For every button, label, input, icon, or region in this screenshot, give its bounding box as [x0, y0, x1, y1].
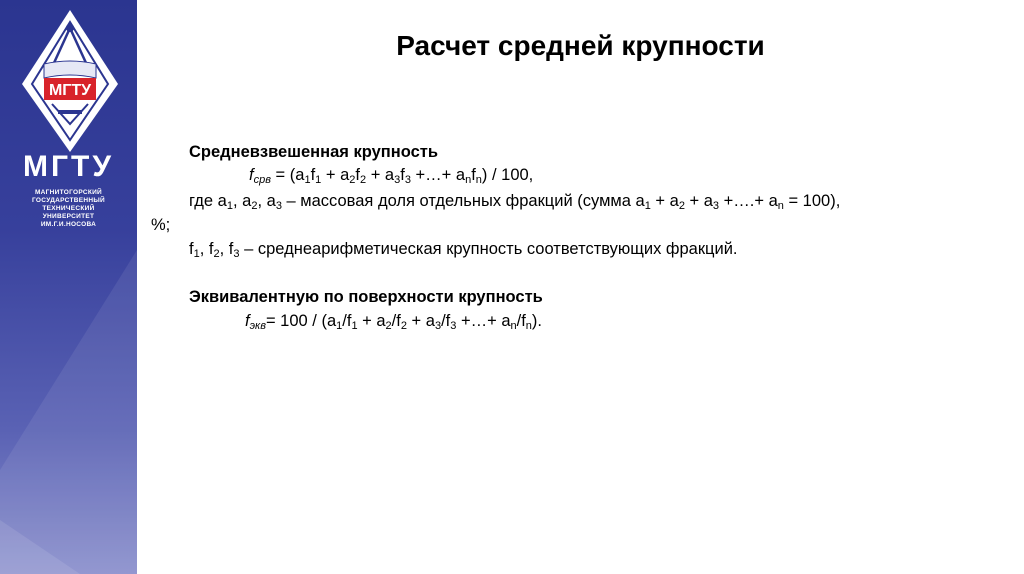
- slide-title: Расчет средней крупности: [396, 30, 765, 61]
- heading-equivalent-size: Эквивалентную по поверхности крупность: [189, 288, 543, 306]
- where-prefix: где а: [189, 192, 227, 210]
- sidebar: [0, 0, 137, 574]
- subtitle-line: ТЕХНИЧЕСКИЙ: [42, 205, 95, 212]
- subtitle-line: УНИВЕРСИТЕТ: [42, 213, 95, 220]
- subtitle-line: МАГНИТОГОРСКИЙ: [34, 189, 103, 196]
- university-name: [0, 189, 137, 229]
- where-line: где $а_1$, $а_2$, $а_3$ – массовая доля отдельных фракций (сумма $а_1 + а_2 + а_3$ +….+ $а_n = 100$),: [189, 192, 841, 212]
- percent-note: %;: [151, 216, 171, 234]
- subtitle-line: ГОСУДАРСТВЕННЫЙ: [32, 197, 105, 204]
- brand-name: МГТУ: [23, 150, 114, 183]
- where-text: – массовая доля отдельных фракций (сумма а: [286, 192, 645, 210]
- f-definition: $f_1$, $f_2$, $f_3$ – среднеарифметическая крупность соответствующих фракций.: [189, 240, 738, 260]
- formula-weighted: $f_{срв} = (а_1f_1 + а_2f_2 + а_3f_3$ +…+ $а_nf_n) / 100$,: [249, 166, 534, 186]
- formula-equivalent: $f_{экв}= 100 / (а_1/f_1 + а_2/f_2 + а_3/f_3$ +…+ $а_n/f_n$).: [245, 312, 543, 332]
- heading-weighted-size: Средневзвешенная крупность: [189, 143, 438, 161]
- university-logo: [18, 6, 122, 156]
- logo-text: МГТУ: [48, 82, 92, 99]
- subtitle-line: ИМ.Г.И.НОСОВА: [40, 221, 97, 228]
- f-definition-text: – среднеарифметическая крупность соответствующих фракций.: [244, 240, 738, 258]
